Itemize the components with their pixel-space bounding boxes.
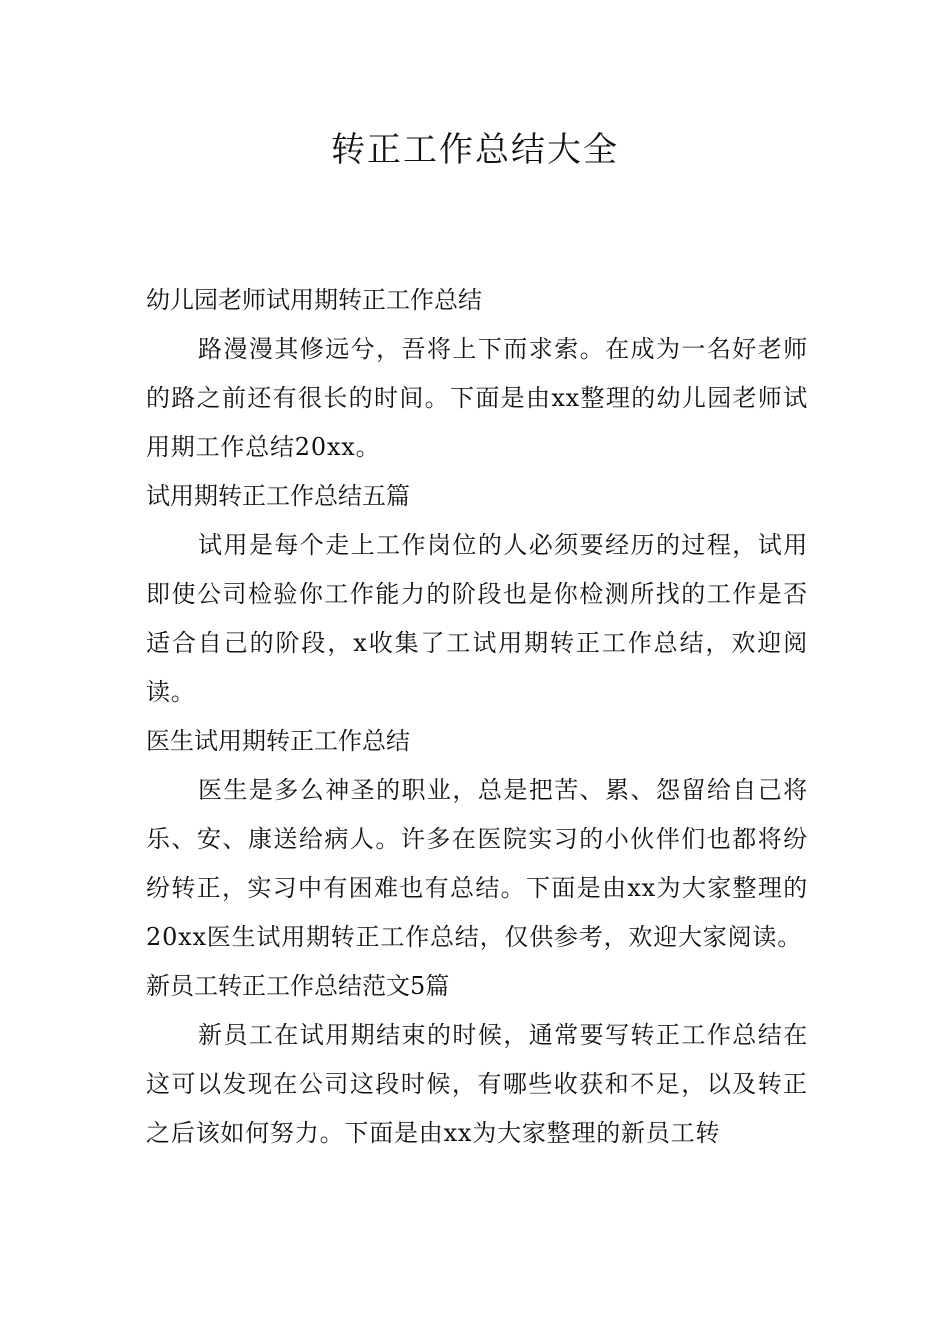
section-heading: 试用期转正工作总结五篇 [146, 482, 410, 510]
section-paragraph: 试用是每个走上工作岗位的人必须要经历的过程，试用即使公司检验你工作能力的阶段也是你检测所找的工作是否适合自己的阶段，x收集了工试用期转正工作总结，欢迎阅读。 [146, 531, 808, 706]
section-paragraph: 医生是多么神圣的职业，总是把苦、累、怨留给自己将乐、安、康送给病人。许多在医院实习的小伙伴们也都将纷纷转正，实习中有困难也有总结。下面是由xx为大家整理的20xx医生试用期转正工作总结，仅供参考，欢迎大家阅读。 [146, 776, 808, 951]
section-kindergarten-teacher [146, 276, 808, 472]
section-new-employee [146, 962, 808, 1158]
document-body [146, 276, 808, 1158]
section-paragraph: 新员工在试用期结束的时候，通常要写转正工作总结在这可以发现在公司这段时候，有哪些收获和不足，以及转正之后该如何努力。下面是由xx为大家整理的新员工转 [146, 1021, 808, 1147]
section-paragraph: 路漫漫其修远兮，吾将上下而求索。在成为一名好老师的路之前还有很长的时间。下面是由xx整理的幼儿园老师试用期工作总结20xx。 [146, 335, 808, 461]
section-heading: 新员工转正工作总结范文5篇 [146, 972, 450, 1000]
section-heading: 医生试用期转正工作总结 [146, 727, 410, 755]
section-doctor-probation [146, 717, 808, 962]
section-probation-five [146, 472, 808, 717]
section-heading: 幼儿园老师试用期转正工作总结 [146, 286, 482, 314]
document-title: 转正工作总结大全 [331, 130, 619, 170]
